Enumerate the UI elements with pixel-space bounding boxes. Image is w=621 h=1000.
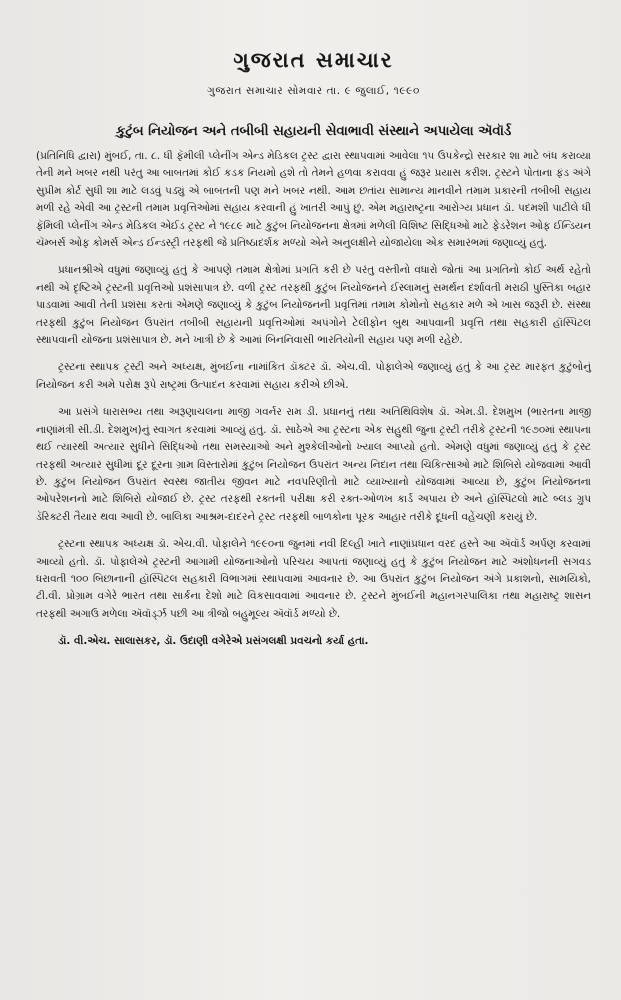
article-headline: કુટુંબ નિયોજન અને તબીબી સહાયની સેવાભાવી સંસ્થાને અપાયેલા ઍવૉર્ડ (115, 124, 512, 139)
article-paragraph-2: પ્રધાનશ્રીએ વધુમાં જણાવ્યું હતું કે આપણે તમામ ક્ષેત્રોમાં પ્રગતિ કરી છે પરંતુ વસ્તીનો વધારો જોતાં આ પ્રગતિનો કોઈ અર્થ રહેતો નથી એ દૃષ્ટિએ ટ્રસ્ટની પ્રવૃત્તિઓ પ્રશંસાપાત્ર છે. વળી ટ્રસ્ટ તરફથી કુટુંબ નિયોજનને ઈસ્લામનું સમર્થન દર્શાવતી મરાઠી પુસ્તિકા બહાર પાડવામાં આવી તેની પ્રશંસા કરતાં એમણે જણાવ્યું કે કુટુંબ નિયોજનની પ્રવૃત્તિમાં તમામ કોમોનો સહકાર મળે એ ખાસ જરૂરી છે. સંસ્થા તરફથી કુટુંબ નિયોજન ઉપરાંત તબીબી સહાયની પ્રવૃત્તિઓમાં અપંગોને ટેલીફોન બુથ આપવાની પ્રવૃત્તિ તથા સહકારી હૉસ્પિટલ સ્થાપવાની યોજના પ્રશંસાપાત્ર છે. મને ખાત્રી છે કે આમાં બિનનિવાસી ભારતિયોની સહાય પણ મળી રહેછે. (36, 264, 591, 347)
article-body (36, 148, 591, 651)
article-paragraph-1: (પ્રતિનિધિ દ્વારા) મુંબઈ, તા. ૮. ધી ફૅમીલી પ્લેનીંગ એન્ડ મેડિકલ ટ્રસ્ટ દ્વારા સ્થાપવામાં આવેલા ૧૫ ઉપકેન્દ્રો સરકાર શા માટે બંધ કરાવ્યા તેની મને ખબર નથી પરંતુ આ બાબતમાં કોઈ કડક નિયમો હશે તો તેમને હળવા કરાવવા હું જરૂર પ્રયાસ કરીશ. ટ્રસ્ટને પોતાના ફંડ અંગે સુપ્રીમ કોર્ટ સુધી શા માટે લડવું પડ્યું એ બાબતની પણ મને ખબર નથી. આમ છતાંય સામાન્ય માનવીને તમામ પ્રકારની તબીબી સહાય મળી રહે એવી આ ટ્રસ્ટની તમામ પ્રવૃત્તિઓમાં સહાય કરવાની હું ખાતરી આપું છું. એમ મહારાષ્ટ્રના આરોગ્ય પ્રધાન ડૉ. પદમશી પાટીલે ધી ફૅમિલી પ્લેનીંગ એન્ડ મેડિકલ એઈડ ટ્રસ્ટ ને ૧૯૮૯ માટે કુટુંબ નિયોજનના ક્ષેત્રમાં મળેલી વિશિષ્ટ સિદ્ધિઓ માટે ફેડરેશન ઓફ ઈન્ડિયન ચૅમ્બર્સ ઓફ કોમર્સ એન્ડ ઈન્ડસ્ટ્રી તરફથી જે પ્રતિષ્ઠાદર્શક મળ્યો એને અનુલક્ષીને યોજાયેલા એક સમારંભમાં જણાવ્યું હતું. (36, 150, 591, 250)
article-paragraph-5: ટ્રસ્ટના સ્થાપક અધ્યક્ષ ડૉ. એચ.વી. પોફાલેને ૧૯૯૦ના જુનમાં નવી દિલ્હી ખાતે નાણાંપ્રધાન વરદ હસ્તે આ ઍવૉર્ડ અર્પણ કરવામાં આવ્યો હતો. ડૉ. પોફાલેએ ટ્રસ્ટની આગામી યોજનાઓનો પરિચય આપતાં જણાવ્યું હતું કે કુટુંબ નિયોજન માટે અંશોધનની સગવડ ધરાવતી ૧૦૦ બિછાનાની હૉસ્પિટલ સહકારી વિભાગમાં સ્થાપવામાં આવનાર છે. આ ઉપરાંત કુટુંબ નિયોજન અંગે પ્રકાશનો, સામયિકો, ટી.વી. પ્રોગ્રામ વગેરે ભારત તથા સાર્કના દેશો માટે વિકસાવવામાં આવનાર છે. ટ્રસ્ટને મુંબઈની મહાનગરપાલિકા તથા મહારાષ્ટ્ર શાસન તરફથી અગાઉ મળેલા ઍવૉર્ડ્ઝ પછી આ ત્રીજો બહુમૂલ્ય ઍવૉર્ડ મળ્યો છે. (36, 538, 591, 620)
masthead (36, 46, 591, 98)
article-paragraph-4: આ પ્રસંગે ધારાસભ્ય તથા અરૂણાચલના માજી ગવર્નર રામ ડી. પ્રધાનનું તથા અતિથિવિશેષ ડૉ. એમ.ડી. દેશમુખ (ભારતના માજી નાણાંમંત્રી સી.ડી. દેશમુખ)નું સ્વાગત કરવામાં આવ્યું હતું. ડૉ. સાઠેએ આ ટ્રસ્ટના એક સહુથી જુના ટ્રસ્ટી તરીકે ટ્રસ્ટની ૧૯૭૦માં સ્થાપના થઈ ત્યારથી અત્યાર સુધીને સિદ્ધિઓ તથા સમસ્યાઓ અને મુશ્કેલીઓનો ખ્યાલ આપ્યો હતો. એમણે વધુમાં જણાવ્યું હતું કે ટ્રસ્ટ તરફથી અત્યાર સુધીમાં દૂર દૂરના ગ્રામ વિસ્તારોમાં કુટુંબ નિયોજન ઉપરાંત અન્ય નિદાન તથા ચિકિત્સાઓ માટે શિબિરો યોજવામાં આવી છે. કુટુંબ નિયોજન ઉપરાંત સ્વસ્થ જાતીય જીવન માટે નવપરિણીતો માટે વ્યાખ્યાનો યોજવામાં આવ્યા છે, કુટુંબ નિયોજનના ઓપરેશનનો માટે શિબિરો યોજાઈ છે. ટ્રસ્ટ તરફથી રક્તની પરીક્ષા કરી રક્ત-ઓળખ કાર્ડ અપાય છે અને હૉસ્પિટલો માટે બ્લડ ગ્રુપ ડૅરિક્ટરી તૈયાર થવા આવી છે. બાલિકા આશ્રમ-દાદરને ટ્રસ્ટ તરફથી બાળકોના પૂરક આહાર તરીકે દૂધની વહેંચણી કરાયું છે. (36, 406, 591, 523)
article-paragraph-3: ટ્રસ્ટના સ્થાપક ટ્રસ્ટી અને અધ્યક્ષ, મુંબઈના નામાંકિત ડૉક્ટર ડૉ. એચ.વી. પોફાલેએ જણાવ્યું હતું કે આ ટ્રસ્ટ મારફત કુટુંબોનું નિયોજન કરી અમે પરોક્ષ રૂપે રાષ્ટ્રમાં ઉત્પાદન કરવામાં સહાય કરીએ છીએ. (36, 361, 591, 391)
article-paragraph-6: ડૉ. વી.એચ. સાલાસકર, ડૉ. ઉદાણી વગેરેએ પ્રસંગલક્ષી પ્રવચનો કર્યા હતા. (58, 635, 369, 648)
newspaper-title: ગુજરાત સમાચાર (233, 47, 394, 72)
dateline: ગુજરાત સમાચાર સોમવાર તા. ૯ જુલાઈ, ૧૯૯૦ (207, 85, 420, 97)
